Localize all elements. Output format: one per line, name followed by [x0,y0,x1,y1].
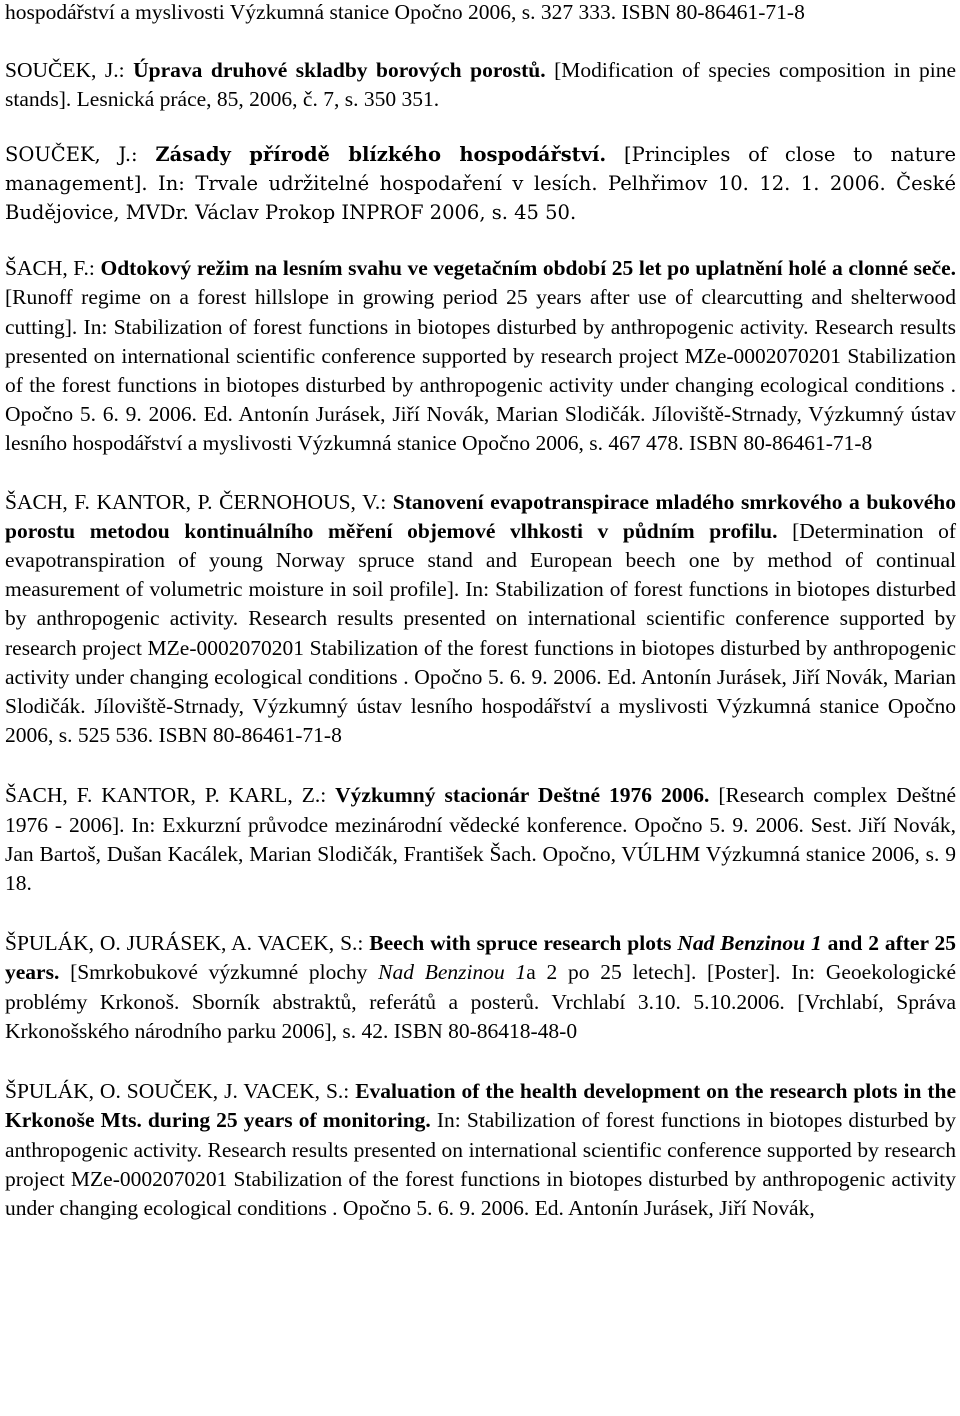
reference-title: Stanovení evapotranspirace mladého smrkového a bukového porostu metodou kontinuálního měření objemové vlhkosti v půdním profilu. [5,489,956,543]
reference-authors: ŠACH, F. KANTOR, P. ČERNOHOUS, V.: [5,489,393,514]
reference-entry [5,929,956,1046]
reference-entry [5,781,956,898]
reference-title: Úprava druhové skladby borových porostů. [133,58,546,83]
reference-text: [Modification of species composition in pine stands]. Lesnická práce, 85, 2006, č. 7, s. 350 351. [5,58,956,112]
reference-entry [5,0,956,27]
reference-entry [5,140,956,228]
reference-text: [Principles of close to nature management]. In: Trvale udržitelné hospodaření v lesích. Pelhřimov 10. 12. 1. 2006. České Budějovice, MVDr. Václav Prokop INPROF 2006, s. 45 50. [5,142,957,225]
reference-text: [Smrkobukové výzkumné plochy [59,960,379,985]
reference-title-part: Beech with spruce research plots [369,931,678,956]
reference-entry [5,488,956,751]
reference-text-italic: Nad Benzinou 1 [378,960,527,985]
reference-entry [5,1077,956,1223]
reference-authors: SOUČEK, J.: [5,142,156,166]
reference-authors: ŠACH, F.: [5,256,101,281]
reference-title: Výzkumný stacionár Deštné 1976 2006. [335,783,710,808]
reference-title: Zásady přírodě blízkého hospodářství. [155,142,607,166]
reference-authors: ŠPULÁK, O. JURÁSEK, A. VACEK, S.: [5,931,370,956]
reference-title: Evaluation of the health development on the research plots in the Krkonoše Mts. during 25 years of monitoring. [5,1079,956,1133]
reference-text: In: Stabilization of forest functions in biotopes disturbed by anthropogenic activity. Research results presented on international scientific conference supported by research project MZe-0002070201 Stabilization of the forest functions in biotopes disturbed by anthropogenic activity under changing ecological conditions . Opočno 5. 6. 9. 2006. Ed. Antonín Jurásek, Jiří Novák, [5,1108,956,1220]
reference-text: a 2 po 25 letech]. [Poster]. In: Geoekologické problémy Krkonoš. Sborník abstraktů, referátů a posterů. Vrchlabí 3.10. 5.10.2006. [Vrchlabí, Správa Krkonošského národního parku 2006], s. 42. ISBN 80-86418-48-0 [5,960,956,1043]
reference-authors: SOUČEK, J.: [5,58,134,83]
reference-authors: ŠACH, F. KANTOR, P. KARL, Z.: [5,783,336,808]
reference-authors: ŠPULÁK, O. SOUČEK, J. VACEK, S.: [5,1079,356,1104]
reference-text: [Determination of evapotranspiration of young Norway spruce stand and European beech one by method of continual measurement of volumetric moisture in soil profile]. In: Stabilization of forest functions in biotopes disturbed by anthropogenic activity. Research results presented on international scientific conference supported by research project MZe-0002070201 Stabilization of the forest functions in biotopes disturbed by anthropogenic activity under changing ecological conditions . Opočno 5. 6. 9. 2006. Ed. Antonín Jurásek, Jiří Novák, Marian Slodičák. Jíloviště-Strnady, Výzkumný ústav lesního hospodářství a myslivosti Výzkumná stanice Opočno 2006, s. 525 536. ISBN 80-86461-71-8 [5,518,956,748]
reference-title: Odtokový režim na lesním svahu ve vegetačním období 25 let po uplatnění holé a clonné seče. [100,256,957,281]
reference-title-part: and 2 after 25 years. [5,931,957,985]
reference-entry [5,254,956,458]
reference-entry [5,56,956,114]
reference-text: [Runoff regime on a forest hillslope in growing period 25 years after use of clearcutting and shelterwood cutting]. In: Stabilization of forest functions in biotopes disturbed by anthropogenic activity. Research results presented on international scientific conference supported by research project MZe-0002070201 Stabilization of the forest functions in biotopes disturbed by anthropogenic activity under changing ecological conditions . Opočno 5. 6. 9. 2006. Ed. Antonín Jurásek, Jiří Novák, Marian Slodičák. Jíloviště-Strnady, Výzkumný ústav lesního hospodářství a myslivosti Výzkumná stanice Opočno 2006, s. 467 478. ISBN 80-86461-71-8 [5,285,956,456]
reference-text: hospodářství a myslivosti Výzkumná stanice Opočno 2006, s. 327 333. ISBN 80-86461-71-8 [5,0,805,24]
reference-text: [Research complex Deštné 1976 - 2006]. In: Exkurzní průvodce mezinárodní vědecké konference. Opočno 5. 9. 2006. Sest. Jiří Novák, Jan Bartoš, Dušan Kacálek, Marian Slodičák, František Šach. Opočno, VÚLHM Výzkumná stanice 2006, s. 9 18. [5,783,956,896]
reference-title-italic: Nad Benzinou 1 [677,931,822,956]
